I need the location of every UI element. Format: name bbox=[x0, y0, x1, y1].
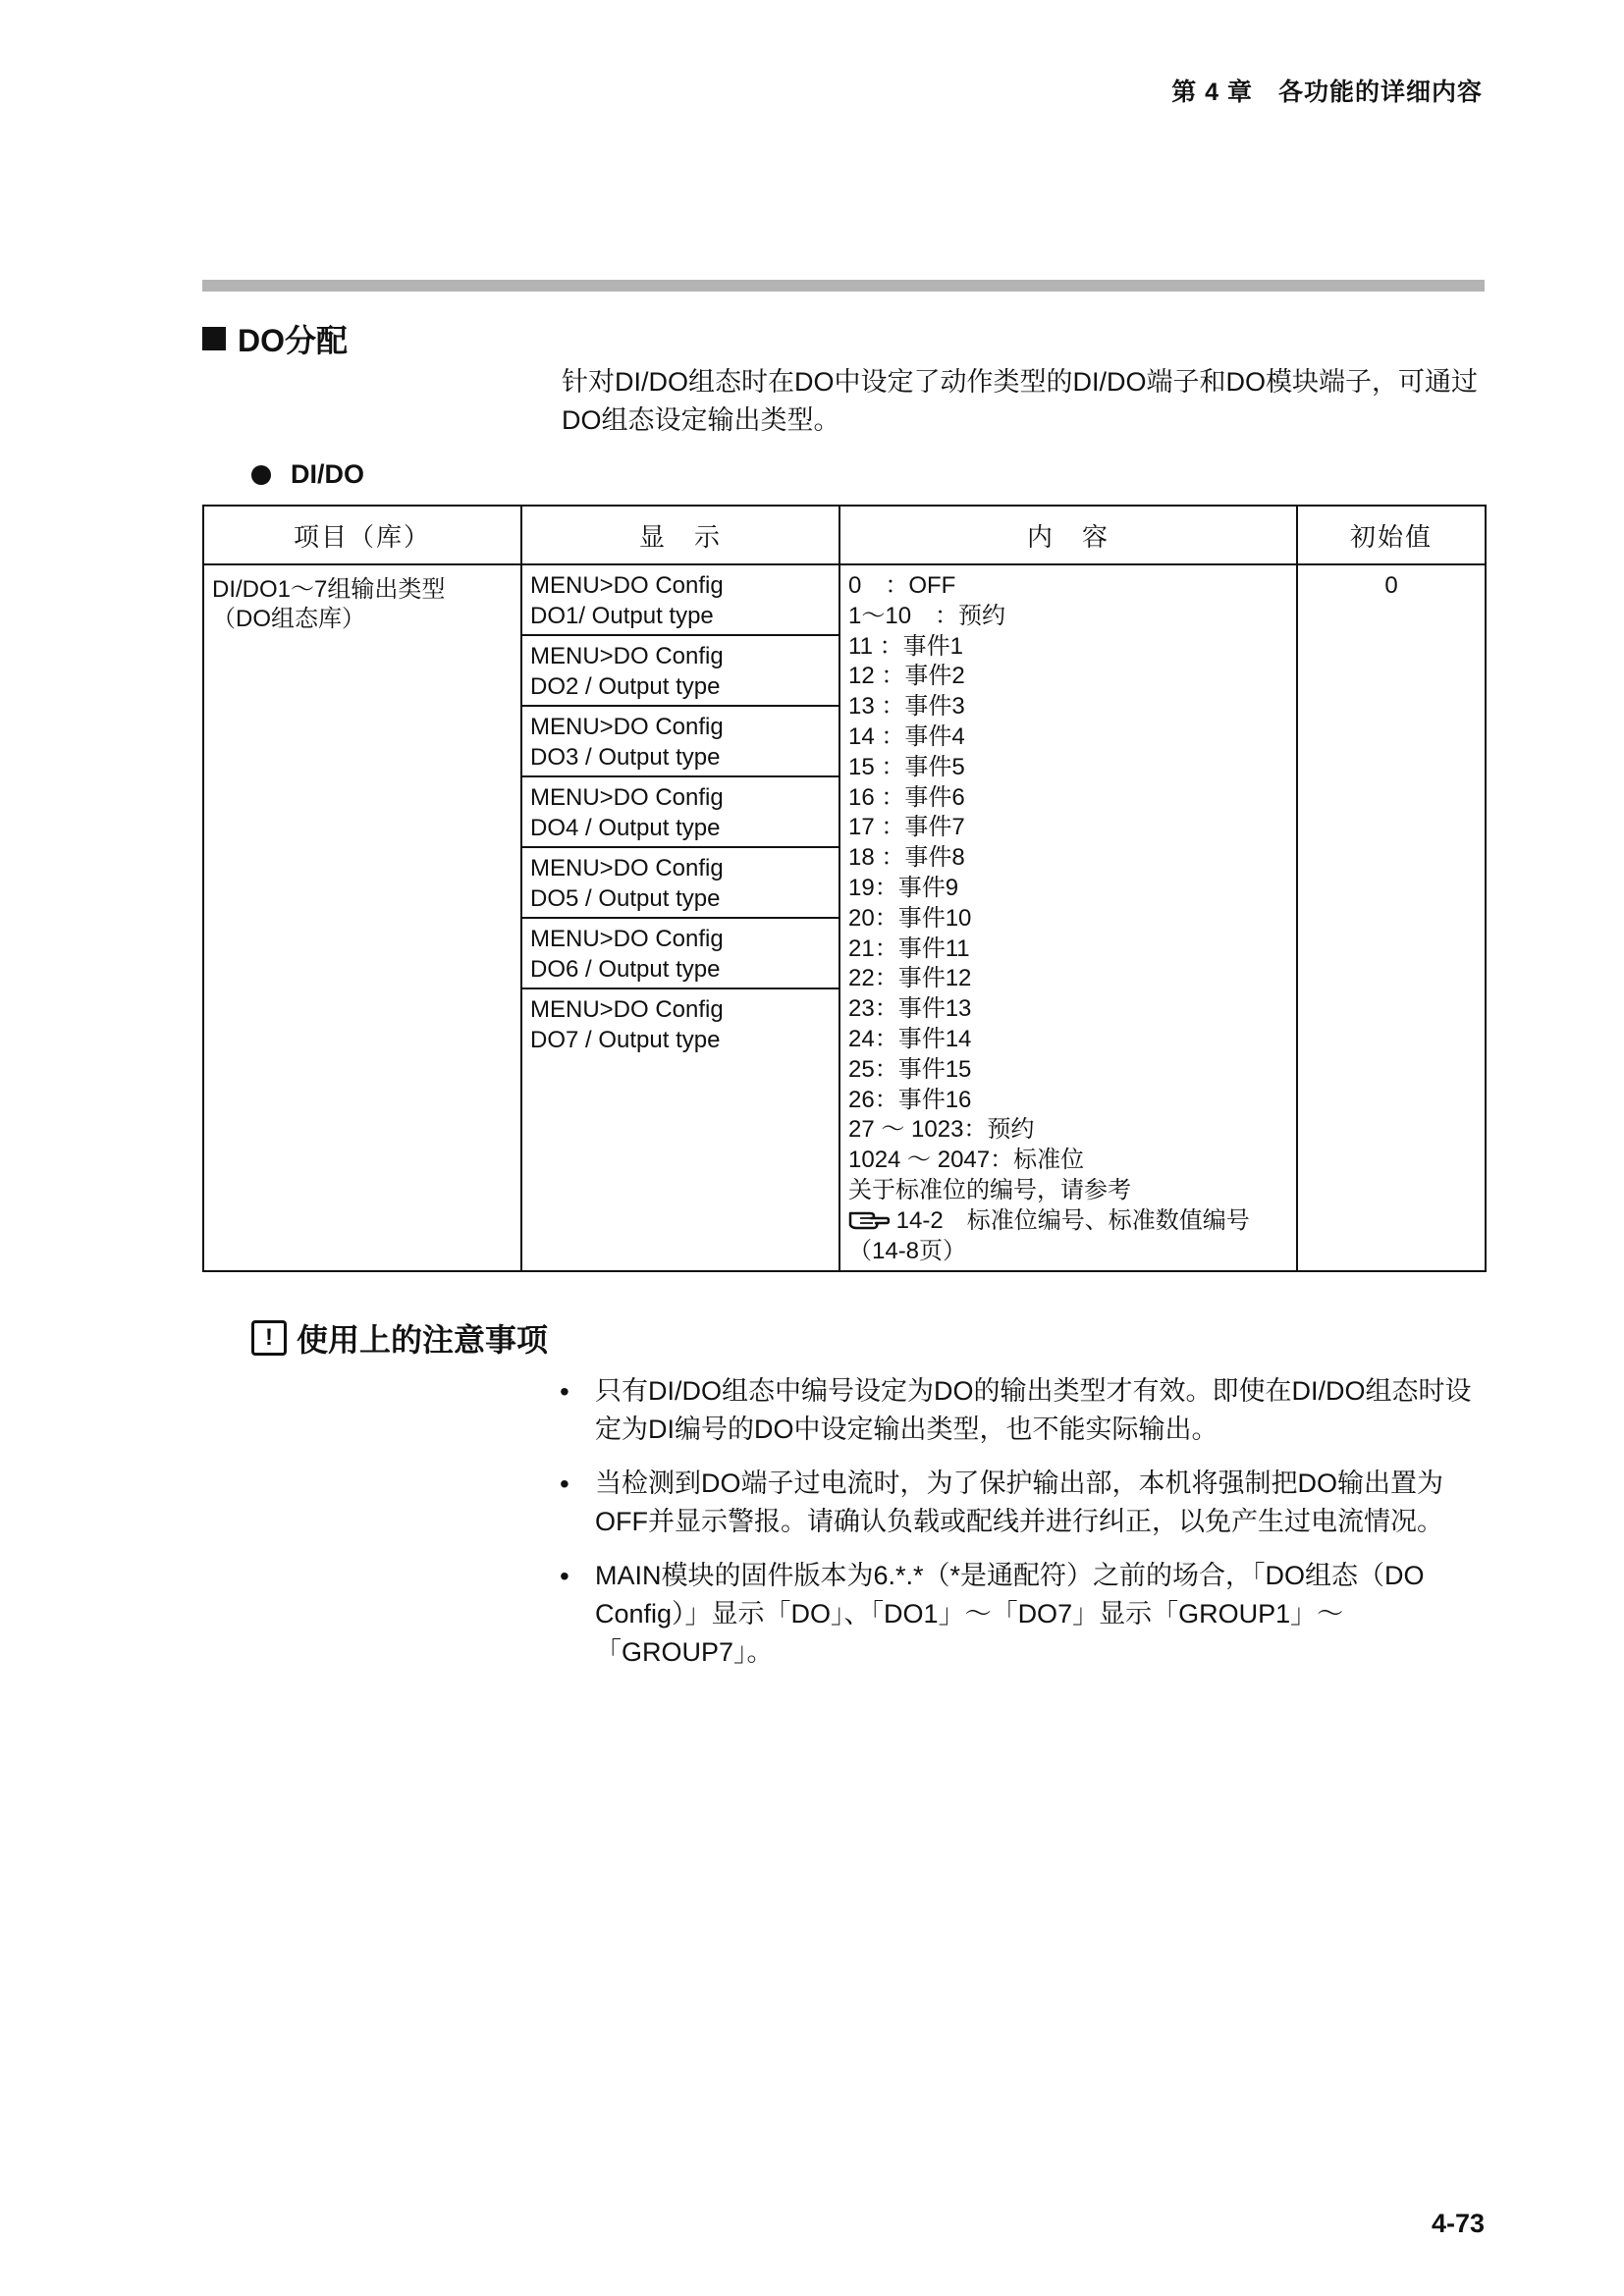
reference-page: （14-8页） bbox=[848, 1237, 967, 1264]
content-cell bbox=[839, 564, 1297, 1271]
content-line: 19：事件9 bbox=[848, 874, 959, 901]
display-param: DO7 / Output type bbox=[530, 1027, 721, 1053]
item-bank: （DO组态库） bbox=[212, 606, 365, 632]
display-param: DO3 / Output type bbox=[530, 744, 721, 771]
content-line: 25：事件15 bbox=[848, 1055, 972, 1083]
display-param: DO4 / Output type bbox=[530, 815, 721, 841]
section-rule bbox=[202, 280, 1485, 292]
notice-list bbox=[560, 1372, 1485, 1687]
display-entry-do2 bbox=[522, 636, 839, 707]
initial-value-cell bbox=[1297, 564, 1486, 1271]
header-content: 内 容 bbox=[839, 506, 1297, 564]
display-param: DO2 / Output type bbox=[530, 673, 721, 700]
header-item: 项目（库） bbox=[203, 506, 521, 564]
pointing-hand-icon bbox=[848, 1207, 890, 1233]
content-line: 27 ～ 1023：预约 bbox=[848, 1116, 1035, 1144]
item-cell bbox=[203, 564, 521, 1271]
display-path: MENU>DO Config bbox=[530, 784, 724, 811]
section-title bbox=[202, 316, 348, 361]
content-line: 14 ：事件4 bbox=[848, 722, 965, 750]
header-display: 显 示 bbox=[521, 506, 839, 564]
display-cell bbox=[521, 564, 839, 1271]
list-item: • MAIN模块的固件版本为6.*.*（*是通配符）之前的场合，「DO组态（DO Config）」显示「DO」、「DO1」～「DO7」显示「GROUP1」～「GROUP7」。 bbox=[560, 1557, 1485, 1672]
content-line: 26：事件16 bbox=[848, 1086, 972, 1113]
initial-value: 0 bbox=[1384, 572, 1398, 599]
display-entry-do7 bbox=[522, 989, 839, 1055]
display-entry-do1 bbox=[522, 565, 839, 636]
content-line: 22：事件12 bbox=[848, 965, 972, 992]
settings-table bbox=[202, 505, 1487, 1272]
content-line: 20：事件10 bbox=[848, 904, 972, 932]
exclamation-icon: ! bbox=[251, 1320, 287, 1356]
section-intro: 针对DI/DO组态时在DO中设定了动作类型的DI/DO端子和DO模块端子，可通过DO组态设定输出类型。 bbox=[562, 367, 1479, 435]
subsection-title bbox=[251, 459, 364, 490]
content-line: 23：事件13 bbox=[848, 995, 972, 1023]
item-name: DI/DO1～7组输出类型 bbox=[212, 576, 446, 603]
display-param: DO5 / Output type bbox=[530, 885, 721, 912]
header-initial: 初始值 bbox=[1297, 506, 1486, 564]
circle-bullet-icon bbox=[251, 465, 271, 485]
reference-link[interactable] bbox=[848, 1206, 1288, 1237]
list-item: • 只有DI/DO组态中编号设定为DO的输出类型才有效。即使在DI/DO组态时设定为DI编号的DO中设定输出类型，也不能实际输出。 bbox=[560, 1372, 1485, 1449]
list-item: • 当检测到DO端子过电流时，为了保护输出部，本机将强制把DO输出置为OFF并显示警报。请确认负载或配线并进行纠正，以免产生过电流情况。 bbox=[560, 1465, 1485, 1541]
table-header-row bbox=[203, 506, 1486, 564]
display-entry-do4 bbox=[522, 777, 839, 848]
content-line: 0 ：OFF bbox=[848, 572, 956, 599]
display-path: MENU>DO Config bbox=[530, 855, 724, 881]
content-line: 关于标准位的编号，请参考 bbox=[848, 1176, 1131, 1203]
content-line: 17 ：事件7 bbox=[848, 814, 965, 841]
content-line: 16 ：事件6 bbox=[848, 783, 965, 811]
display-path: MENU>DO Config bbox=[530, 926, 724, 952]
content-line: 18 ：事件8 bbox=[848, 844, 965, 872]
table-row bbox=[203, 564, 1486, 1271]
reference-text: 14-2 标准位编号、标准数值编号 bbox=[895, 1206, 1250, 1234]
display-path: MENU>DO Config bbox=[530, 643, 724, 669]
display-entry-do3 bbox=[522, 707, 839, 777]
display-path: MENU>DO Config bbox=[530, 572, 724, 599]
content-line: 11 ：事件1 bbox=[848, 632, 963, 660]
content-line: 21：事件11 bbox=[848, 934, 970, 962]
display-param: DO1/ Output type bbox=[530, 603, 714, 629]
square-bullet-icon bbox=[202, 327, 226, 350]
display-path: MENU>DO Config bbox=[530, 714, 724, 740]
page-number: 4-73 bbox=[1431, 2209, 1485, 2238]
content-line: 12 ：事件2 bbox=[848, 663, 965, 690]
display-entry-do6 bbox=[522, 919, 839, 989]
display-path: MENU>DO Config bbox=[530, 996, 724, 1023]
content-line: 13 ：事件3 bbox=[848, 693, 965, 721]
display-param: DO6 / Output type bbox=[530, 956, 721, 983]
section-title-text: DO分配 bbox=[238, 323, 349, 358]
content-line: 1024 ～ 2047：标准位 bbox=[848, 1147, 1085, 1174]
content-line: 24：事件14 bbox=[848, 1025, 972, 1052]
content-line: 15 ：事件5 bbox=[848, 753, 965, 780]
subsection-title-text: DI/DO bbox=[291, 459, 365, 489]
notice-title bbox=[251, 1315, 548, 1361]
notice-title-text: 使用上的注意事项 bbox=[297, 1322, 549, 1358]
chapter-header: 第 4 章 各功能的详细内容 bbox=[1171, 79, 1483, 106]
display-entry-do5 bbox=[522, 848, 839, 919]
content-line: 1～10 ：预约 bbox=[848, 602, 1006, 629]
